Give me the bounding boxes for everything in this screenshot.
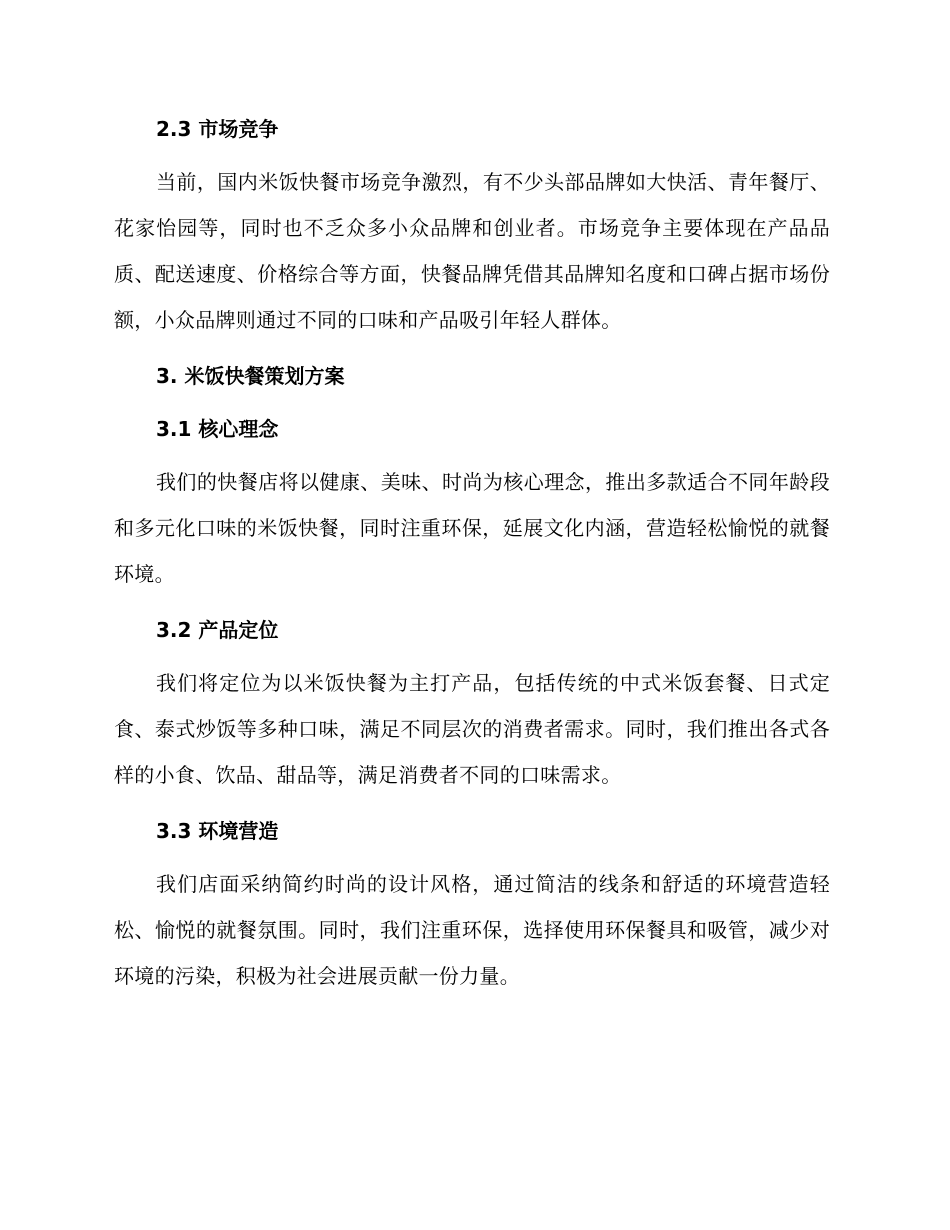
heading-3-plan: 3. 米饭快餐策划方案 bbox=[156, 364, 345, 388]
heading-3-1-core-concept: 3.1 核心理念 bbox=[156, 417, 279, 441]
document-content bbox=[114, 109, 830, 999]
paragraph-product-positioning: 我们将定位为以米饭快餐为主打产品，包括传统的中式米饭套餐、日式定食、泰式炒饭等多种口味，满足不同层次的消费者需求。同时，我们推出各式各样的小食、饮品、甜品等，满足消费者不同的口味需求。 bbox=[114, 671, 830, 787]
paragraph-market-competition: 当前，国内米饭快餐市场竞争激烈，有不少头部品牌如大快活、青年餐厅、花家怡园等，同时也不乏众多小众品牌和创业者。市场竞争主要体现在产品品质、配送速度、价格综合等方面，快餐品牌凭借其品牌知名度和口碑占据市场份额，小众品牌则通过不同的口味和产品吸引年轻人群体。 bbox=[114, 170, 830, 332]
paragraph-core-concept: 我们的快餐店将以健康、美味、时尚为核心理念，推出多款适合不同年龄段和多元化口味的米饭快餐，同时注重环保，延展文化内涵，营造轻松愉悦的就餐环境。 bbox=[114, 470, 830, 586]
heading-3-3-environment: 3.3 环境营造 bbox=[156, 819, 279, 843]
paragraph-environment: 我们店面采纳简约时尚的设计风格，通过简洁的线条和舒适的环境营造轻松、愉悦的就餐氛围。同时，我们注重环保，选择使用环保餐具和吸管，减少对环境的污染，积极为社会进展贡献一份力量。 bbox=[114, 872, 830, 988]
heading-3-2-product-positioning: 3.2 产品定位 bbox=[156, 618, 279, 642]
heading-2-3-market-competition: 2.3 市场竞争 bbox=[156, 117, 279, 141]
